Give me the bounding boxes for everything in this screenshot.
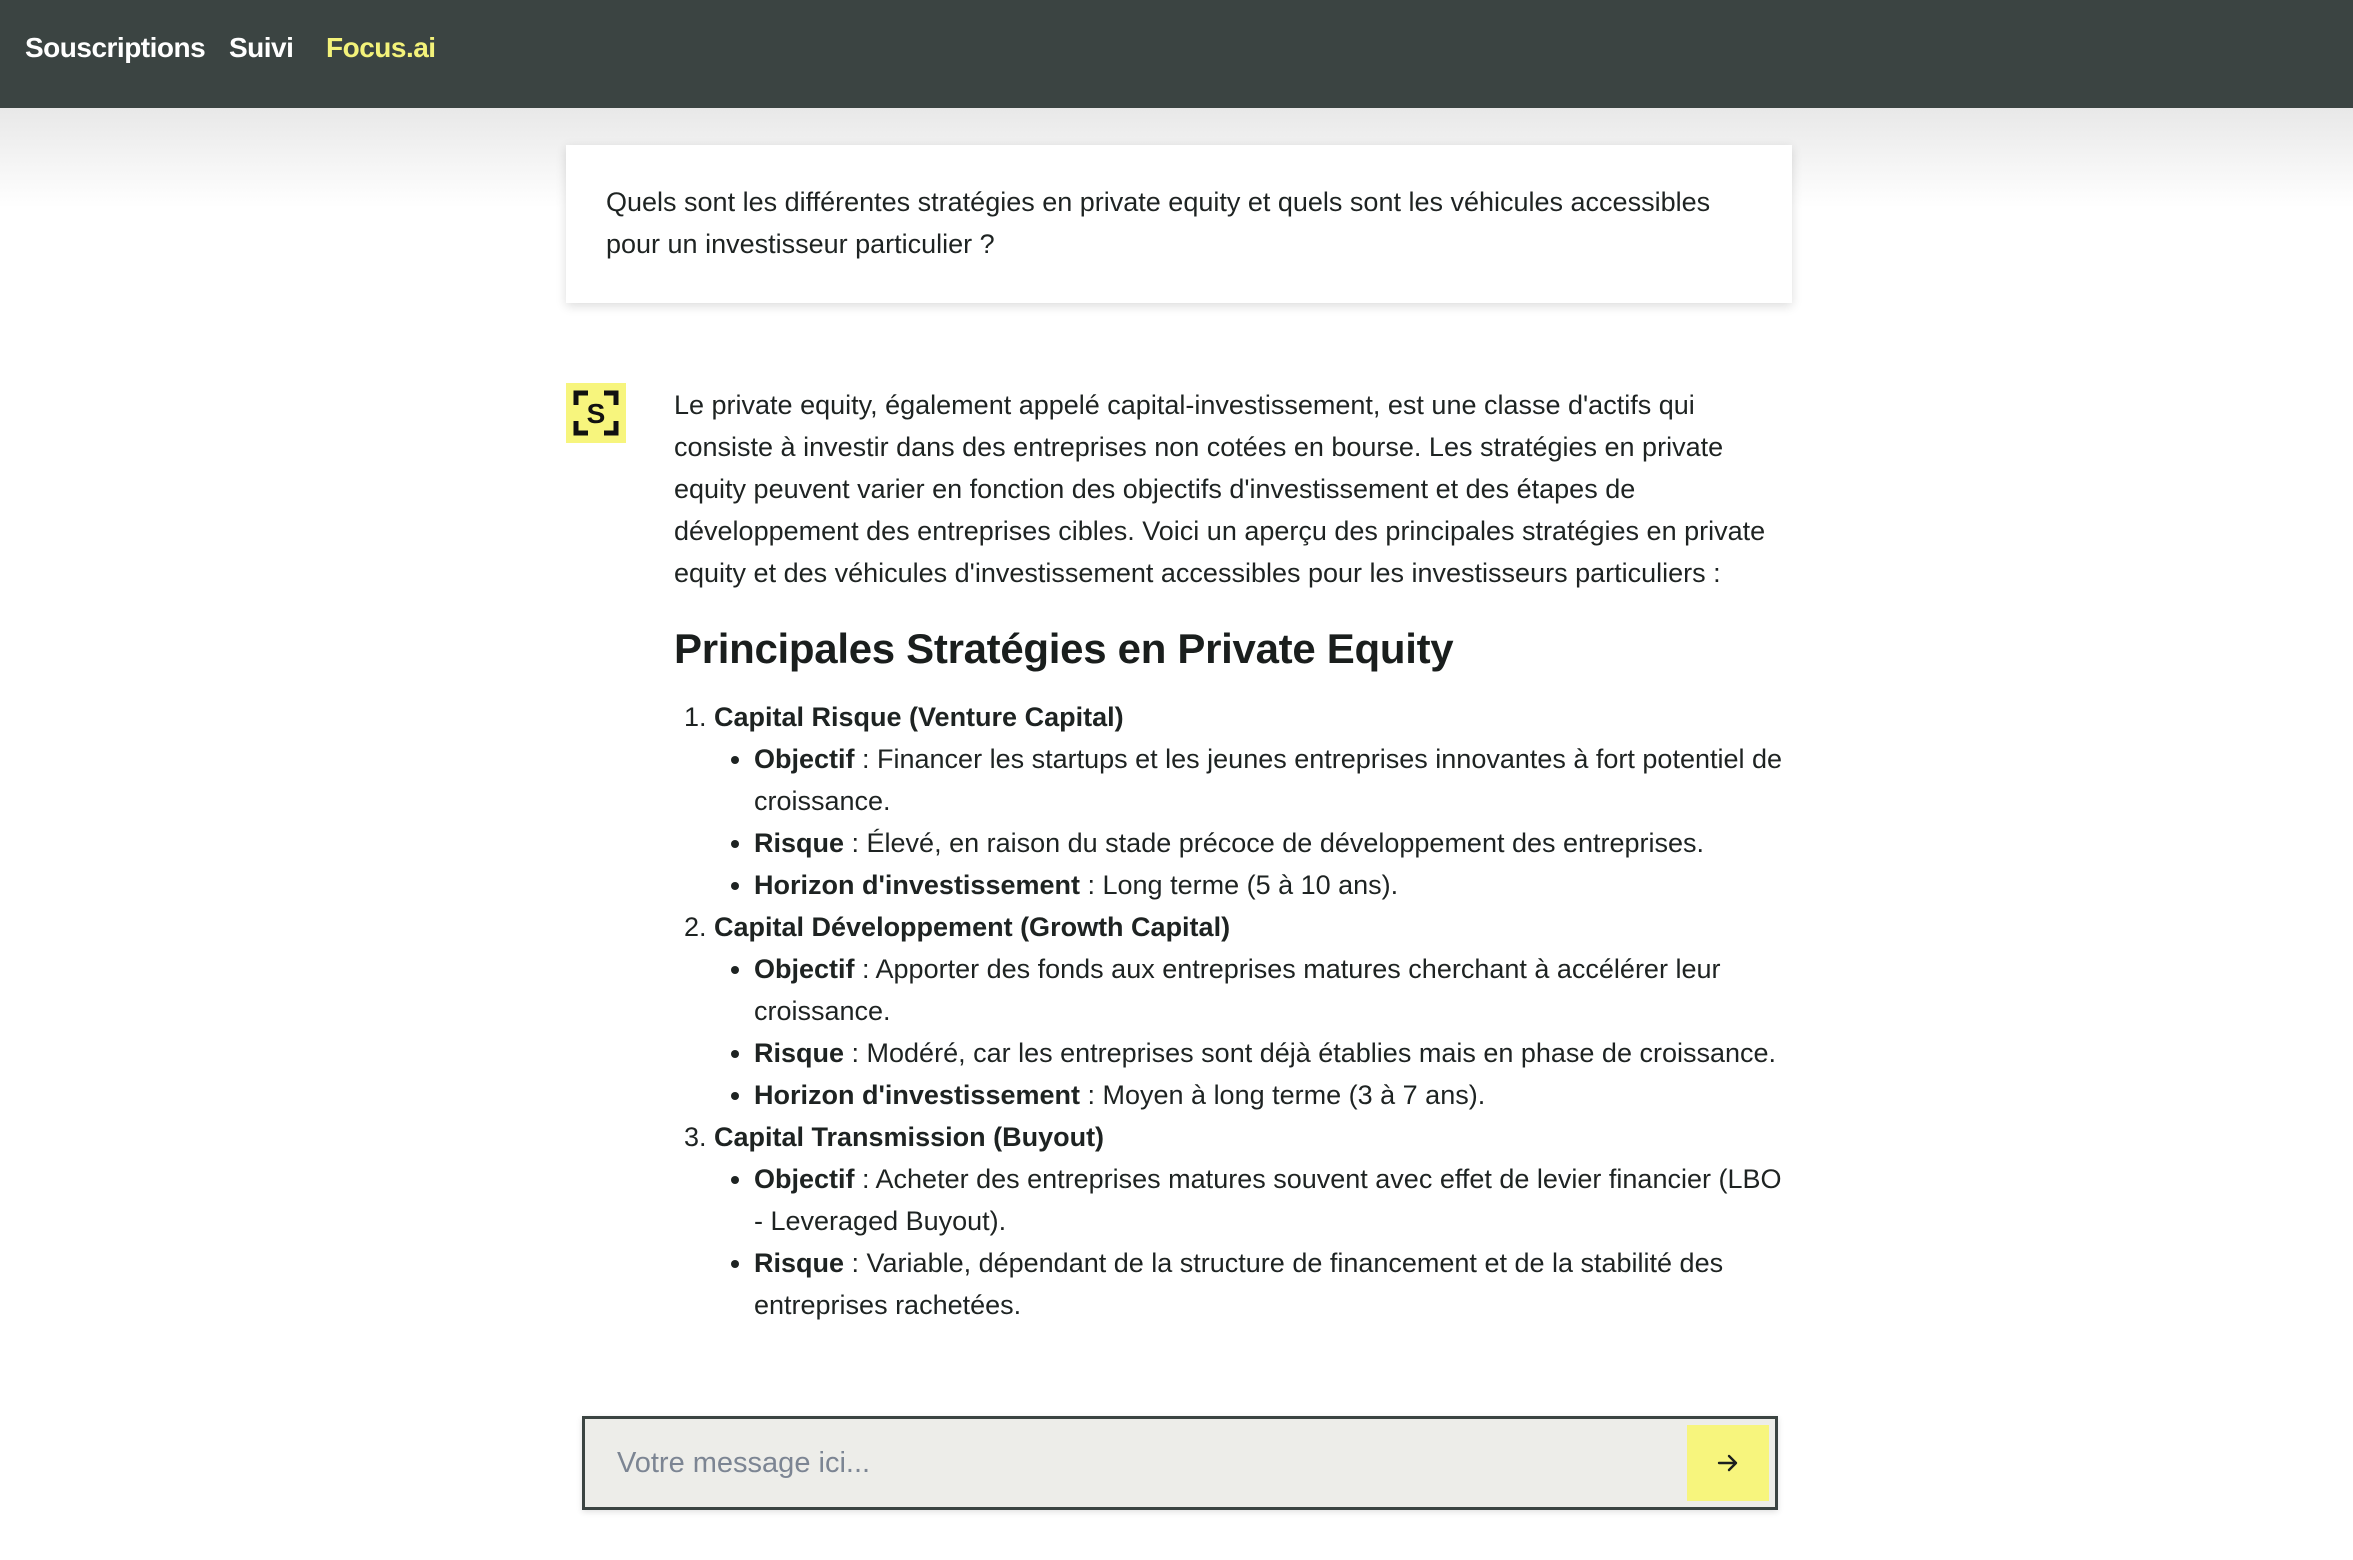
- detail-label: Objectif: [754, 954, 855, 984]
- strategy-item: [714, 696, 1784, 906]
- detail-item: [754, 864, 1784, 906]
- detail-text: : Apporter des fonds aux entreprises matures cherchant à accélérer leur croissance.: [754, 954, 1721, 1026]
- assistant-answer: [674, 384, 1784, 1326]
- detail-item: [754, 822, 1784, 864]
- nav-link-souscriptions[interactable]: Souscriptions: [25, 32, 206, 63]
- detail-item: [754, 1032, 1784, 1074]
- arrow-right-icon: [1715, 1450, 1741, 1476]
- detail-label: Objectif: [754, 1164, 855, 1194]
- detail-item: [754, 1074, 1784, 1116]
- strategy-title: Capital Développement (Growth Capital): [714, 912, 1231, 942]
- detail-label: Risque: [754, 1038, 845, 1068]
- chat-scroll-area[interactable]: [0, 360, 2353, 1404]
- user-question-card: [566, 145, 1792, 303]
- user-question-text: Quels sont les différentes stratégies en private equity et quels sont les véhicules accessibles pour un investisseur particulier ?: [606, 187, 1711, 259]
- strategy-item: [714, 906, 1784, 1116]
- detail-label: Horizon d'investissement: [754, 1080, 1080, 1110]
- detail-text: : Variable, dépendant de la structure de financement et de la stabilité des entreprises rachetées.: [754, 1248, 1724, 1320]
- strategy-details: [714, 738, 1784, 906]
- message-composer: [582, 1416, 1778, 1510]
- assistant-avatar: [566, 383, 626, 443]
- avatar-letter: S: [586, 398, 606, 429]
- message-input[interactable]: [585, 1419, 1685, 1507]
- strategy-details: [714, 1158, 1784, 1326]
- answer-intro: Le private equity, également appelé capital-investissement, est une classe d'actifs qui consiste à investir dans des entreprises non cotées en bourse. Les stratégies en private equity peuvent varier en fonction des objectifs d'investissement et des étapes de développement des entreprises cibles. Voici un aperçu des principales stratégies en private equity et des véhicules d'investissement accessibles pour les investisseurs particuliers :: [674, 390, 1766, 588]
- detail-item: [754, 1158, 1784, 1242]
- strategy-details: [714, 948, 1784, 1116]
- detail-text: : Acheter des entreprises matures souvent avec effet de levier financier (LBO - Leveraged Buyout).: [754, 1164, 1782, 1236]
- detail-label: Objectif: [754, 744, 855, 774]
- detail-text: : Élevé, en raison du stade précoce de développement des entreprises.: [844, 828, 1705, 858]
- detail-item: [754, 1242, 1784, 1326]
- top-navbar: [0, 0, 2353, 108]
- strategy-title: Capital Risque (Venture Capital): [714, 702, 1124, 732]
- strategy-item: [714, 1116, 1784, 1326]
- nav-link-focus-ai[interactable]: Focus.ai: [326, 32, 436, 63]
- detail-text: : Long terme (5 à 10 ans).: [1080, 870, 1399, 900]
- detail-text: : Moyen à long terme (3 à 7 ans).: [1080, 1080, 1486, 1110]
- send-button[interactable]: [1687, 1425, 1769, 1501]
- strategy-title: Capital Transmission (Buyout): [714, 1122, 1105, 1152]
- strategies-list: [674, 696, 1784, 1326]
- detail-text: : Modéré, car les entreprises sont déjà établies mais en phase de croissance.: [844, 1038, 1777, 1068]
- detail-label: Horizon d'investissement: [754, 870, 1080, 900]
- detail-text: : Financer les startups et les jeunes entreprises innovantes à fort potentiel de croissance.: [754, 744, 1783, 816]
- nav-link-suivi[interactable]: Suivi: [229, 32, 294, 63]
- assistant-logo-icon: [566, 383, 626, 443]
- detail-item: [754, 948, 1784, 1032]
- detail-label: Risque: [754, 828, 845, 858]
- detail-item: [754, 738, 1784, 822]
- detail-label: Risque: [754, 1248, 845, 1278]
- answer-heading: Principales Stratégies en Private Equity: [674, 625, 1454, 672]
